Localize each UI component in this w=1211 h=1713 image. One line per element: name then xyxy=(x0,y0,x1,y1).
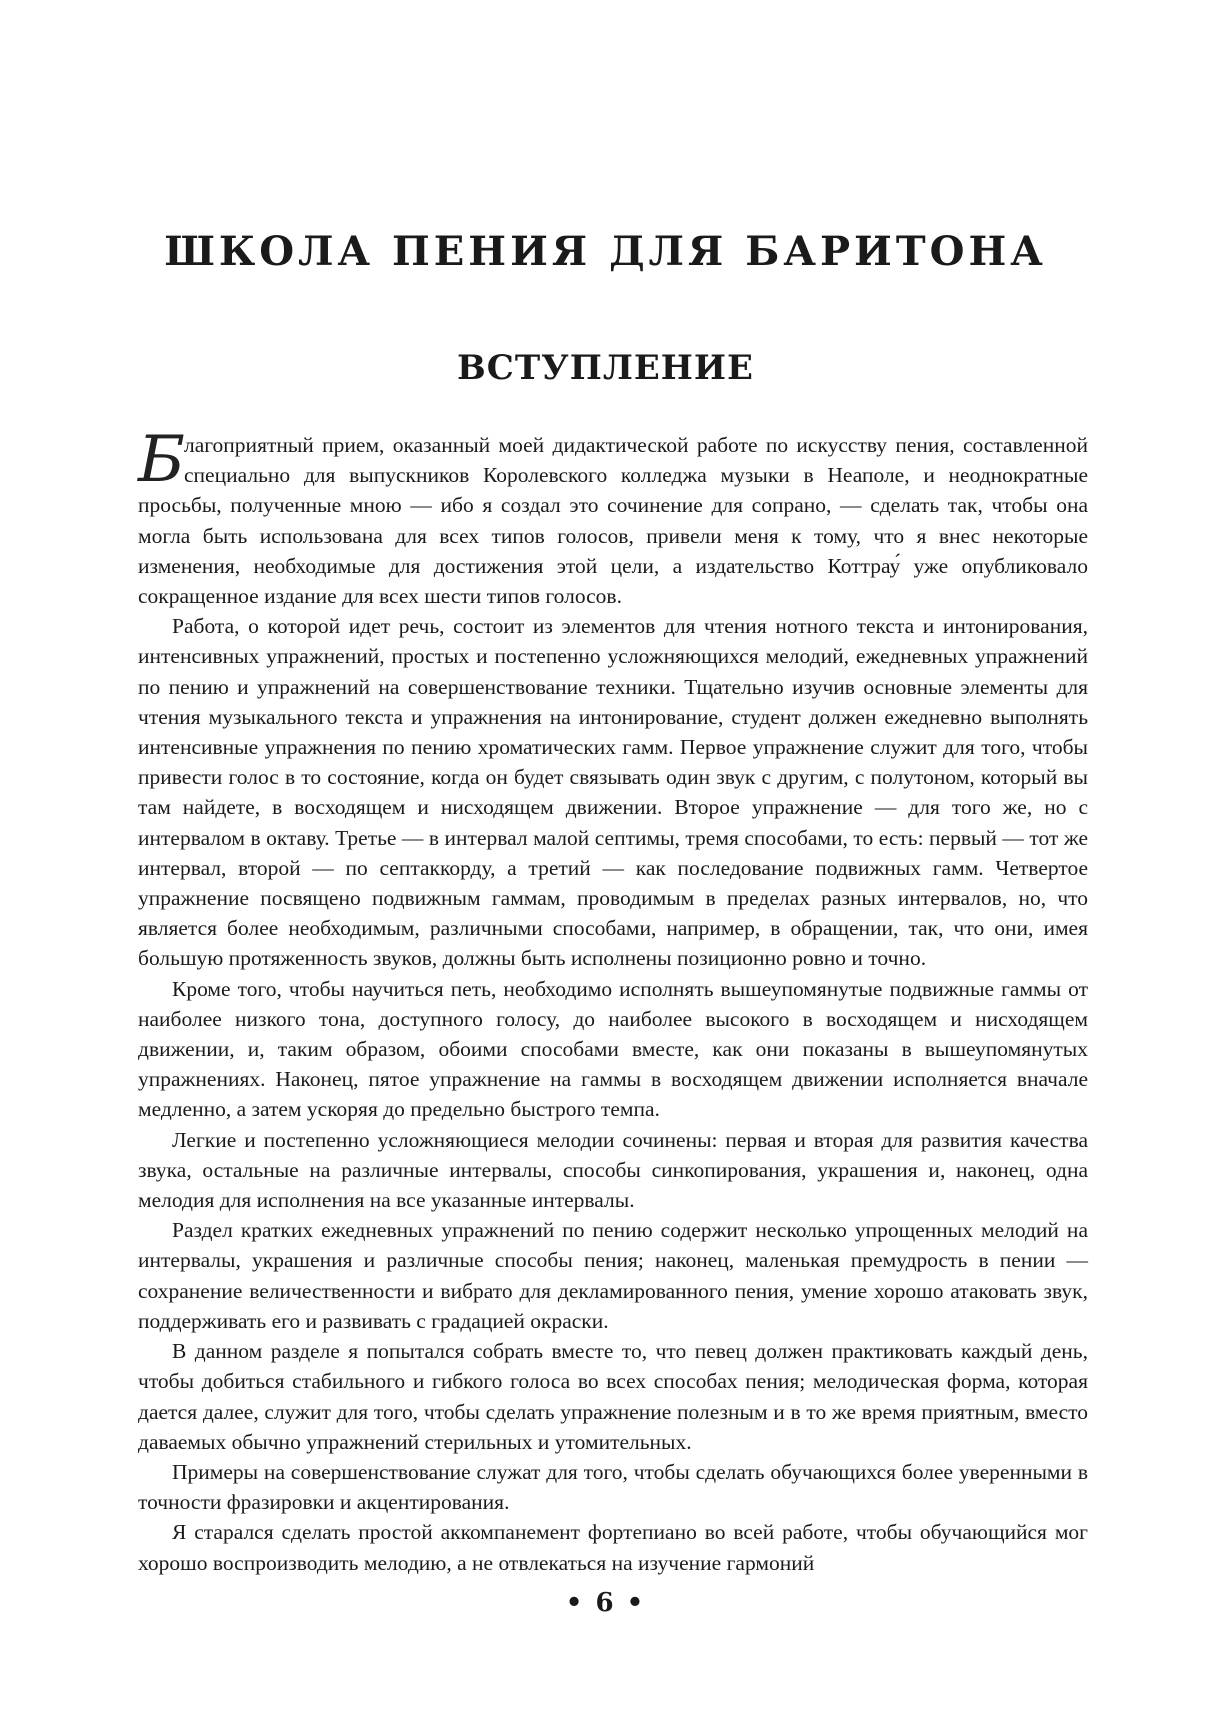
paragraph-8: Я старался сделать простой аккомпанемент фортепиано во всей работе, чтобы обучающийся мог хорошо воспроизводить мелодию, а не отвлекаться на изучение гармоний xyxy=(138,1520,1088,1575)
book-title: ШКОЛА ПЕНИЯ ДЛЯ БАРИТОНА xyxy=(164,228,1047,275)
paragraph-1 xyxy=(138,423,1088,611)
paragraph-6: В данном разделе я попытался собрать вместе то, что певец должен практиковать каждый день, чтобы добиться стабильного и гибкого голоса во всех способах пения; мелодическая форма, которая дается далее, служит для того, чтобы сделать упражнение полезным и в то же время приятным, вместо даваемых обычно упражнений стерильных и утомительных. xyxy=(138,1339,1088,1454)
paragraph-1-text: лагоприятный прием, оказанный моей дидактической работе по искусству пения, составленной специально для выпускников Королевского колледжа музыки в Неаполе, и неоднократные просьбы, полученные мною — ибо я создал это сочинение для сопрано, — сделать так, чтобы она могла быть использована для всех типов голосов, привели меня к тому, что я внес некоторые изменения, необходимые для достижения этой цели, а издательство Коттрау́ уже опубликовало сокращенное издание для всех шести типов голосов. xyxy=(138,433,1088,609)
paragraph-5: Раздел кратких ежедневных упражнений по пению содержит несколько упрощенных мелодий на интервалы, украшения и различные способы пения; наконец, маленькая премудрость в пении — сохранение величественности и вибрато для декламированного пения, умение хорошо атаковать звук, поддерживать его и развивать с градацией окраски. xyxy=(138,1218,1088,1333)
paragraph-2: Работа, о которой идет речь, состоит из элементов для чтения нотного текста и интонирования, интенсивных упражнений, простых и постепенно усложняющихся мелодий, ежедневных упражнений по пению и упражнений на совершенствование техники. Тщательно изучив основные элементы для чтения музыкального текста и упражнения на интонирование, студент должен ежедневно выполнять интенсивные упражнения по пению хроматических гамм. Первое упражнение служит для того, чтобы привести голос в то состояние, когда он будет связывать один звук с другим, с полутоном, который вы там найдете, в восходящем и нисходящем движении. Второе упражнение — для того же, но с интервалом в октаву. Третье — в интервал малой септимы, тремя способами, то есть: первый — тот же интервал, второй — по септаккорду, а третий — как последование подвижных гамм. Четвертое упражнение посвящено подвижным гаммам, проводимым в пределах разных интервалов, но, что является более необходимым, различными способами, например, в обращении, так, что они, имея большую протяженность звуков, должны быть исполнены позиционно ровно и точно. xyxy=(138,614,1088,971)
drop-cap: Б xyxy=(138,423,186,497)
paragraph-3: Кроме того, чтобы научиться петь, необходимо исполнять вышеупомянутые подвижные гаммы от наиболее низкого тона, доступного голосу, до наиболее высокого в восходящем и нисходящем движении, и, таким образом, обоими способами вместе, как они показаны в вышеупомянутых упражнениях. Наконец, пятое упражнение на гаммы в восходящем движении исполняется вначале медленно, а затем ускоряя до предельно быстрого темпа. xyxy=(138,976,1088,1122)
body-text xyxy=(138,423,1088,1578)
page-number: • 6 • xyxy=(565,1588,646,1618)
section-title: ВСТУПЛЕНИЕ xyxy=(457,348,754,388)
paragraph-4: Легкие и постепенно усложняющиеся мелодии сочинены: первая и вторая для развития качества звука, остальные на различные интервалы, способы синкопирования, украшения и, наконец, одна мелодия для исполнения на все указанные интервалы. xyxy=(138,1127,1088,1213)
paragraph-7: Примеры на совершенствование служат для того, чтобы сделать обучающихся более уверенными в точности фразировки и акцентирования. xyxy=(138,1459,1088,1515)
